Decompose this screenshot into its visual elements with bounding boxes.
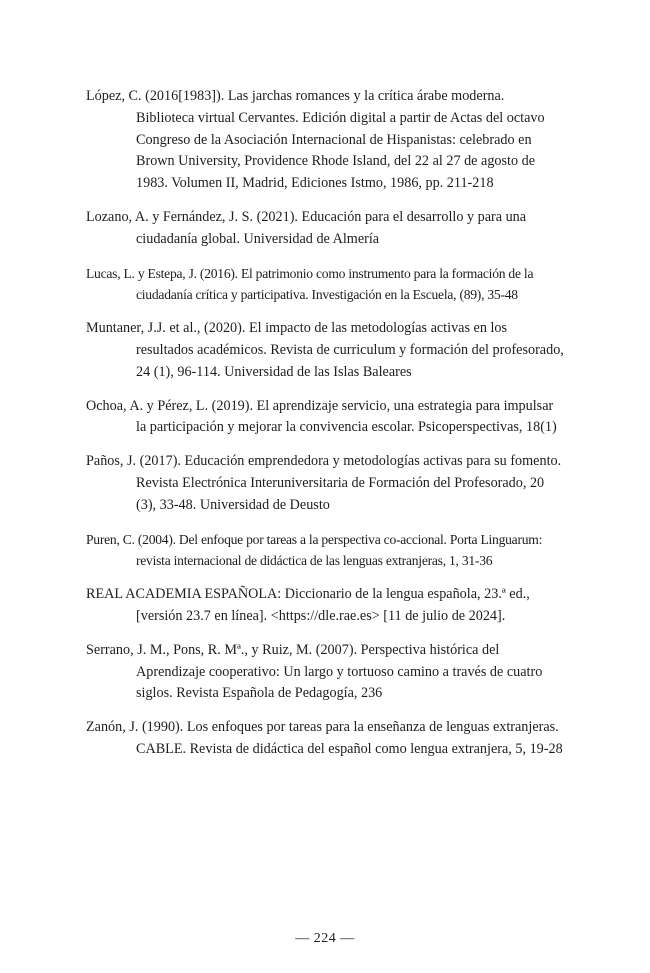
reference-rae: REAL ACADEMIA ESPAÑOLA: Diccionario de la lengua española, 23.ª ed., [versión 23.7 en línea]. <https://dle.rae.es> [11 de julio de 2024]. [86, 586, 530, 624]
page-number: — 224 — [295, 931, 355, 946]
reference-lucas: Lucas, L. y Estepa, J. (2016). El patrimonio como instrumento para la formación de la ciudadanía crítica y participativa. Investigación en la Escuela, (89), 35-48 [86, 265, 534, 303]
reference-lozano: Lozano, A. y Fernández, J. S. (2021). Educación para el desarrollo y para una ciudadanía global. Universidad de Almería [86, 208, 527, 247]
reference-serrano: Serrano, J. M., Pons, R. Mª., y Ruiz, M. (2007). Perspectiva histórica del Aprendizaje cooperativo: Un largo y tortuoso camino a través de cuatro siglos. Revista Española de Pedagogía, 236 [86, 641, 543, 702]
reference-zanon: Zanón, J. (1990). Los enfoques por tareas para la enseñanza de lenguas extranjeras. CABLE. Revista de didáctica del español como lengua extranjera, 5, 19-28 [86, 719, 563, 757]
reference-list [86, 86, 566, 773]
reference-muntaner: Muntaner, J.J. et al., (2020). El impacto de las metodologías activas en los resultados académicos. Revista de curriculum y formación del profesorado, 24 (1), 96-114. Universidad de las Islas Baleares [86, 320, 564, 380]
reference-lopez: López, C. (2016[1983]). Las jarchas romances y la crítica árabe moderna. Biblioteca virtual Cervantes. Edición digital a partir de Actas del octavo Congreso de la Asociación Internacional de Hispanistas: celebrado en Brown University, Providence Rhode Island, del 22 al 27 de agosto de 1983. Volumen II, Madrid, Ediciones Istmo, 1986, pp. 211-218 [86, 88, 545, 192]
reference-panos: Paños, J. (2017). Educación emprendedora y metodologías activas para su fomento. Revista Electrónica Interuniversitaria de Formación del Profesorado, 20 (3), 33-48. Universidad de Deusto [86, 453, 562, 513]
reference-ochoa: Ochoa, A. y Pérez, L. (2019). El aprendizaje servicio, una estrategia para impulsar la participación y mejorar la convivencia escolar. Psicoperspectivas, 18(1) [86, 397, 557, 436]
reference-puren: Puren, C. (2004). Del enfoque por tareas a la perspectiva co-accional. Porta Linguarum: revista internacional de didáctica de las lenguas extranjeras, 1, 31-36 [86, 531, 543, 569]
